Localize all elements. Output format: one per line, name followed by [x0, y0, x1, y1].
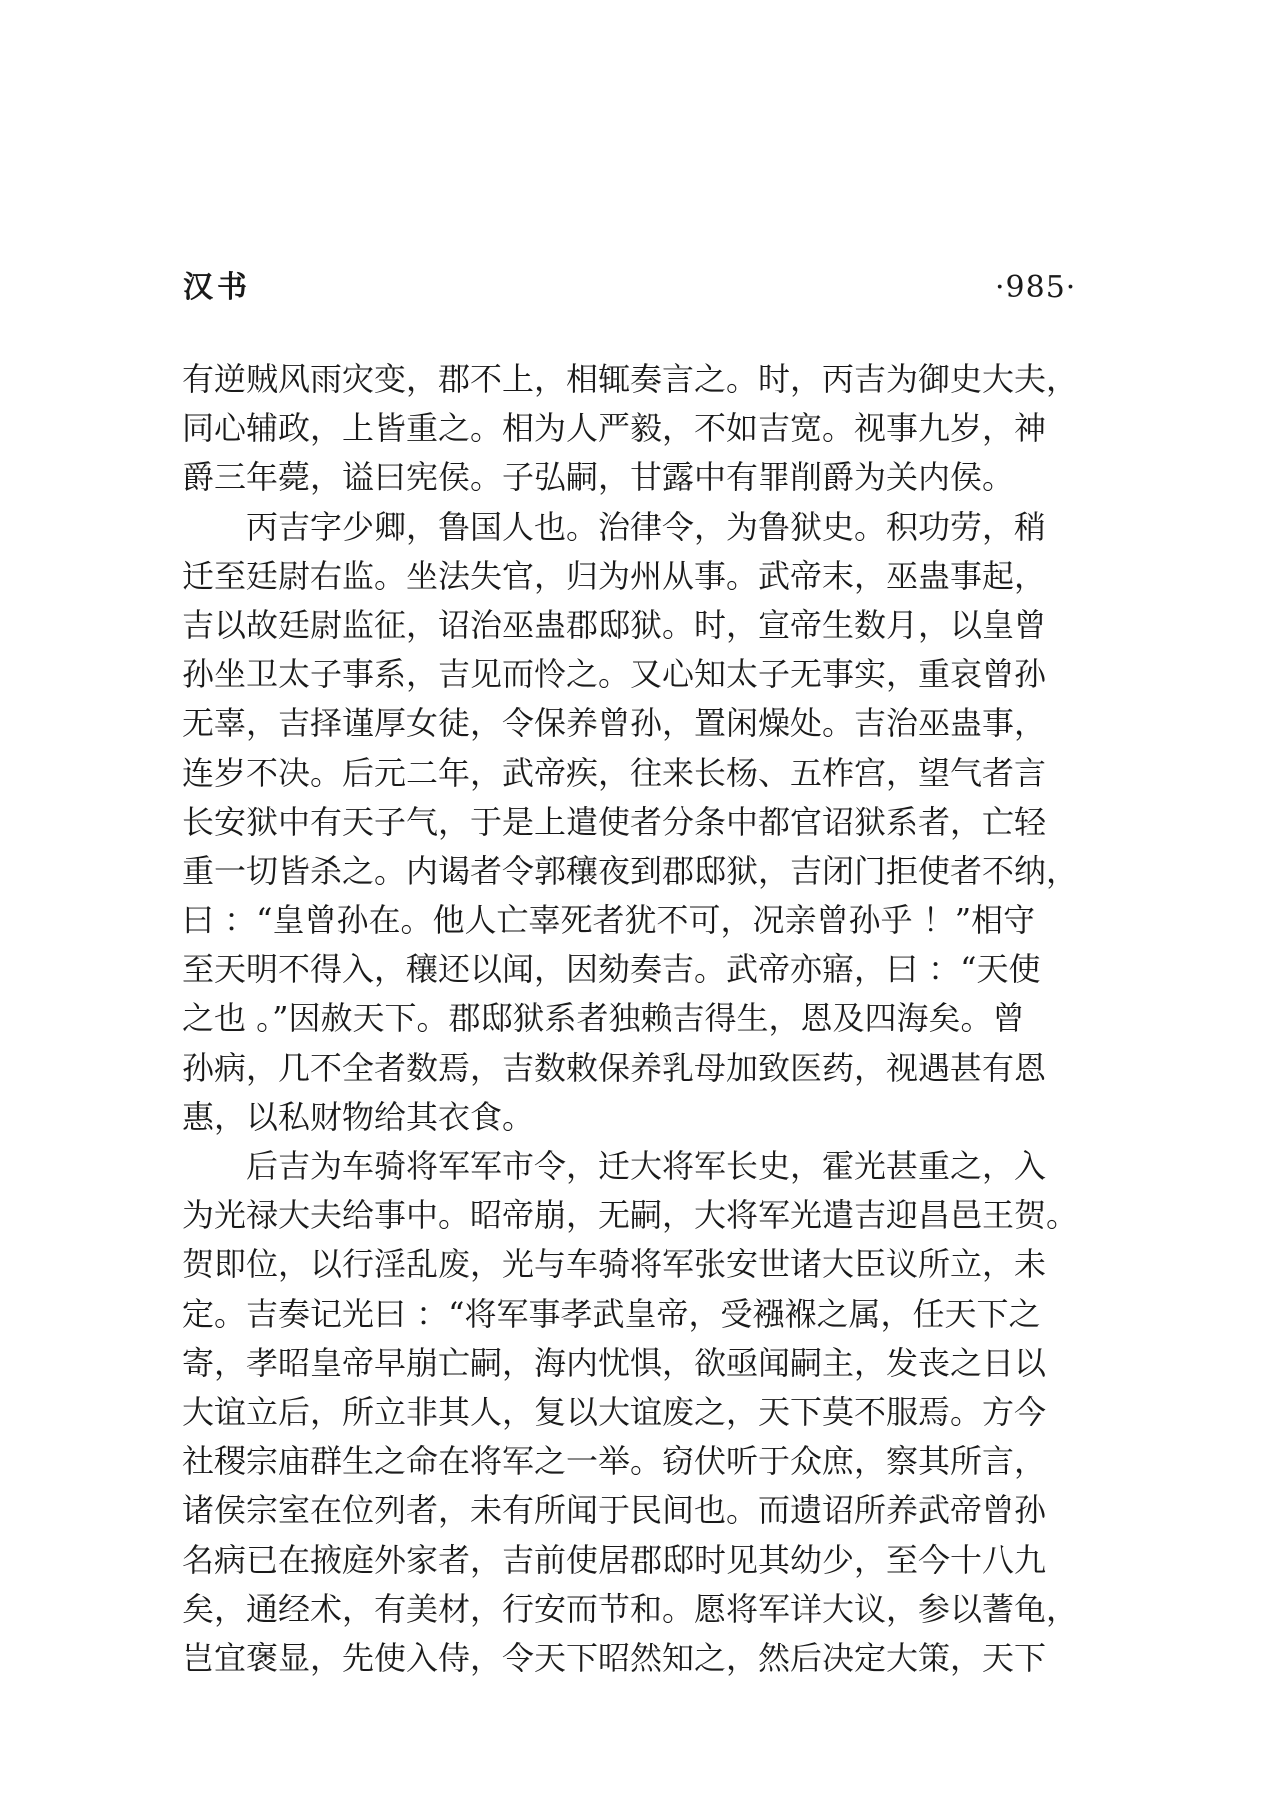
- text-line: 吉以故廷尉监征，诏治巫蛊郡邸狱。时，宣帝生数月，以皇曾: [182, 605, 1047, 644]
- text-line: 惠，以私财物给其衣食。: [182, 1097, 535, 1136]
- text-line: 定。吉奏记光曰 ：“将军事孝武皇帝，受襁褓之属，任天下之: [182, 1294, 1041, 1333]
- text-line: 同心辅政，上皆重之。相为人严毅，不如吉宽。视事九岁，神: [182, 409, 1047, 448]
- text-line: 为光禄大夫给事中。昭帝崩，无嗣，大将军光遣吉迎昌邑王贺。: [182, 1196, 1079, 1235]
- text-line: 迁至廷尉右监。坐法失官，归为州从事。武帝末，巫蛊事起，: [182, 556, 1047, 595]
- text-line: 孙病，几不全者数焉，吉数敕保养乳母加致医药，视遇甚有恩: [182, 1048, 1047, 1087]
- text-line: 连岁不决。后元二年，武帝疾，往来长杨、五柞宫，望气者言: [182, 753, 1047, 792]
- text-line: 岂宜褒显，先使入侍，令天下昭然知之，然后决定大策，天下: [182, 1638, 1047, 1677]
- text-line: 至天明不得入，穰还以闻，因劾奏吉。武帝亦寤，曰 ：“天使: [182, 950, 1041, 989]
- text-line: 曰 ：“皇曾孙在。他人亡辜死者犹不可，况亲曾孙乎 ！”相守: [182, 901, 1036, 940]
- text-line: 贺即位，以行淫乱废，光与车骑将军张安世诸大臣议所立，未: [182, 1245, 1047, 1284]
- text-line: 有逆贼风雨灾变，郡不上，相辄奏言之。时，丙吉为御史大夫，: [182, 360, 1079, 398]
- text-line: 矣，通经术，有美材，行安而节和。愿将军详大议，参以蓍龟，: [182, 1589, 1079, 1628]
- text-line: 之也 。”因赦天下。郡邸狱系者独赖吉得生，恩及四海矣。曾: [182, 999, 1025, 1038]
- text-line: 长安狱中有天子气，于是上遣使者分条中都官诏狱系者，亡轻: [182, 802, 1047, 841]
- text-line: 重一切皆杀之。内谒者令郭穰夜到郡邸狱，吉闭门拒使者不纳，: [182, 851, 1079, 890]
- text-line: 无辜，吉择谨厚女徒，令保养曾孙，置闲燥处。吉治巫蛊事，: [182, 704, 1047, 743]
- paragraph-start-line: 丙吉字少卿，鲁国人也。治律令，为鲁狱史。积功劳，稍: [246, 507, 1047, 546]
- running-title: 汉书: [183, 270, 251, 305]
- text-line: 社稷宗庙群生之命在将军之一举。窃伏听于众庶，察其所言，: [182, 1442, 1047, 1481]
- text-line: 名病已在掖庭外家者，吉前使居郡邸时见其幼少，至今十八九: [182, 1540, 1047, 1579]
- text-line: 诸侯宗室在位列者，未有所闻于民间也。而遗诏所养武帝曾孙: [182, 1491, 1047, 1530]
- text-line: 孙坐卫太子事系，吉见而怜之。又心知太子无事实，重哀曾孙: [182, 655, 1047, 694]
- body-text: [182, 355, 1098, 1683]
- page-number: ·985·: [995, 270, 1077, 305]
- text-line: 寄，孝昭皇帝早崩亡嗣，海内忧惧，欲亟闻嗣主，发丧之日以: [182, 1343, 1047, 1382]
- paragraph-start-line: 后吉为车骑将军军市令，迁大将军长史，霍光甚重之，入: [246, 1147, 1047, 1185]
- text-line: 爵三年薨，谥曰宪侯。子弘嗣，甘露中有罪削爵为关内侯。: [182, 458, 1015, 497]
- text-line: 大谊立后，所立非其人，复以大谊废之，天下莫不服焉。方今: [182, 1392, 1047, 1431]
